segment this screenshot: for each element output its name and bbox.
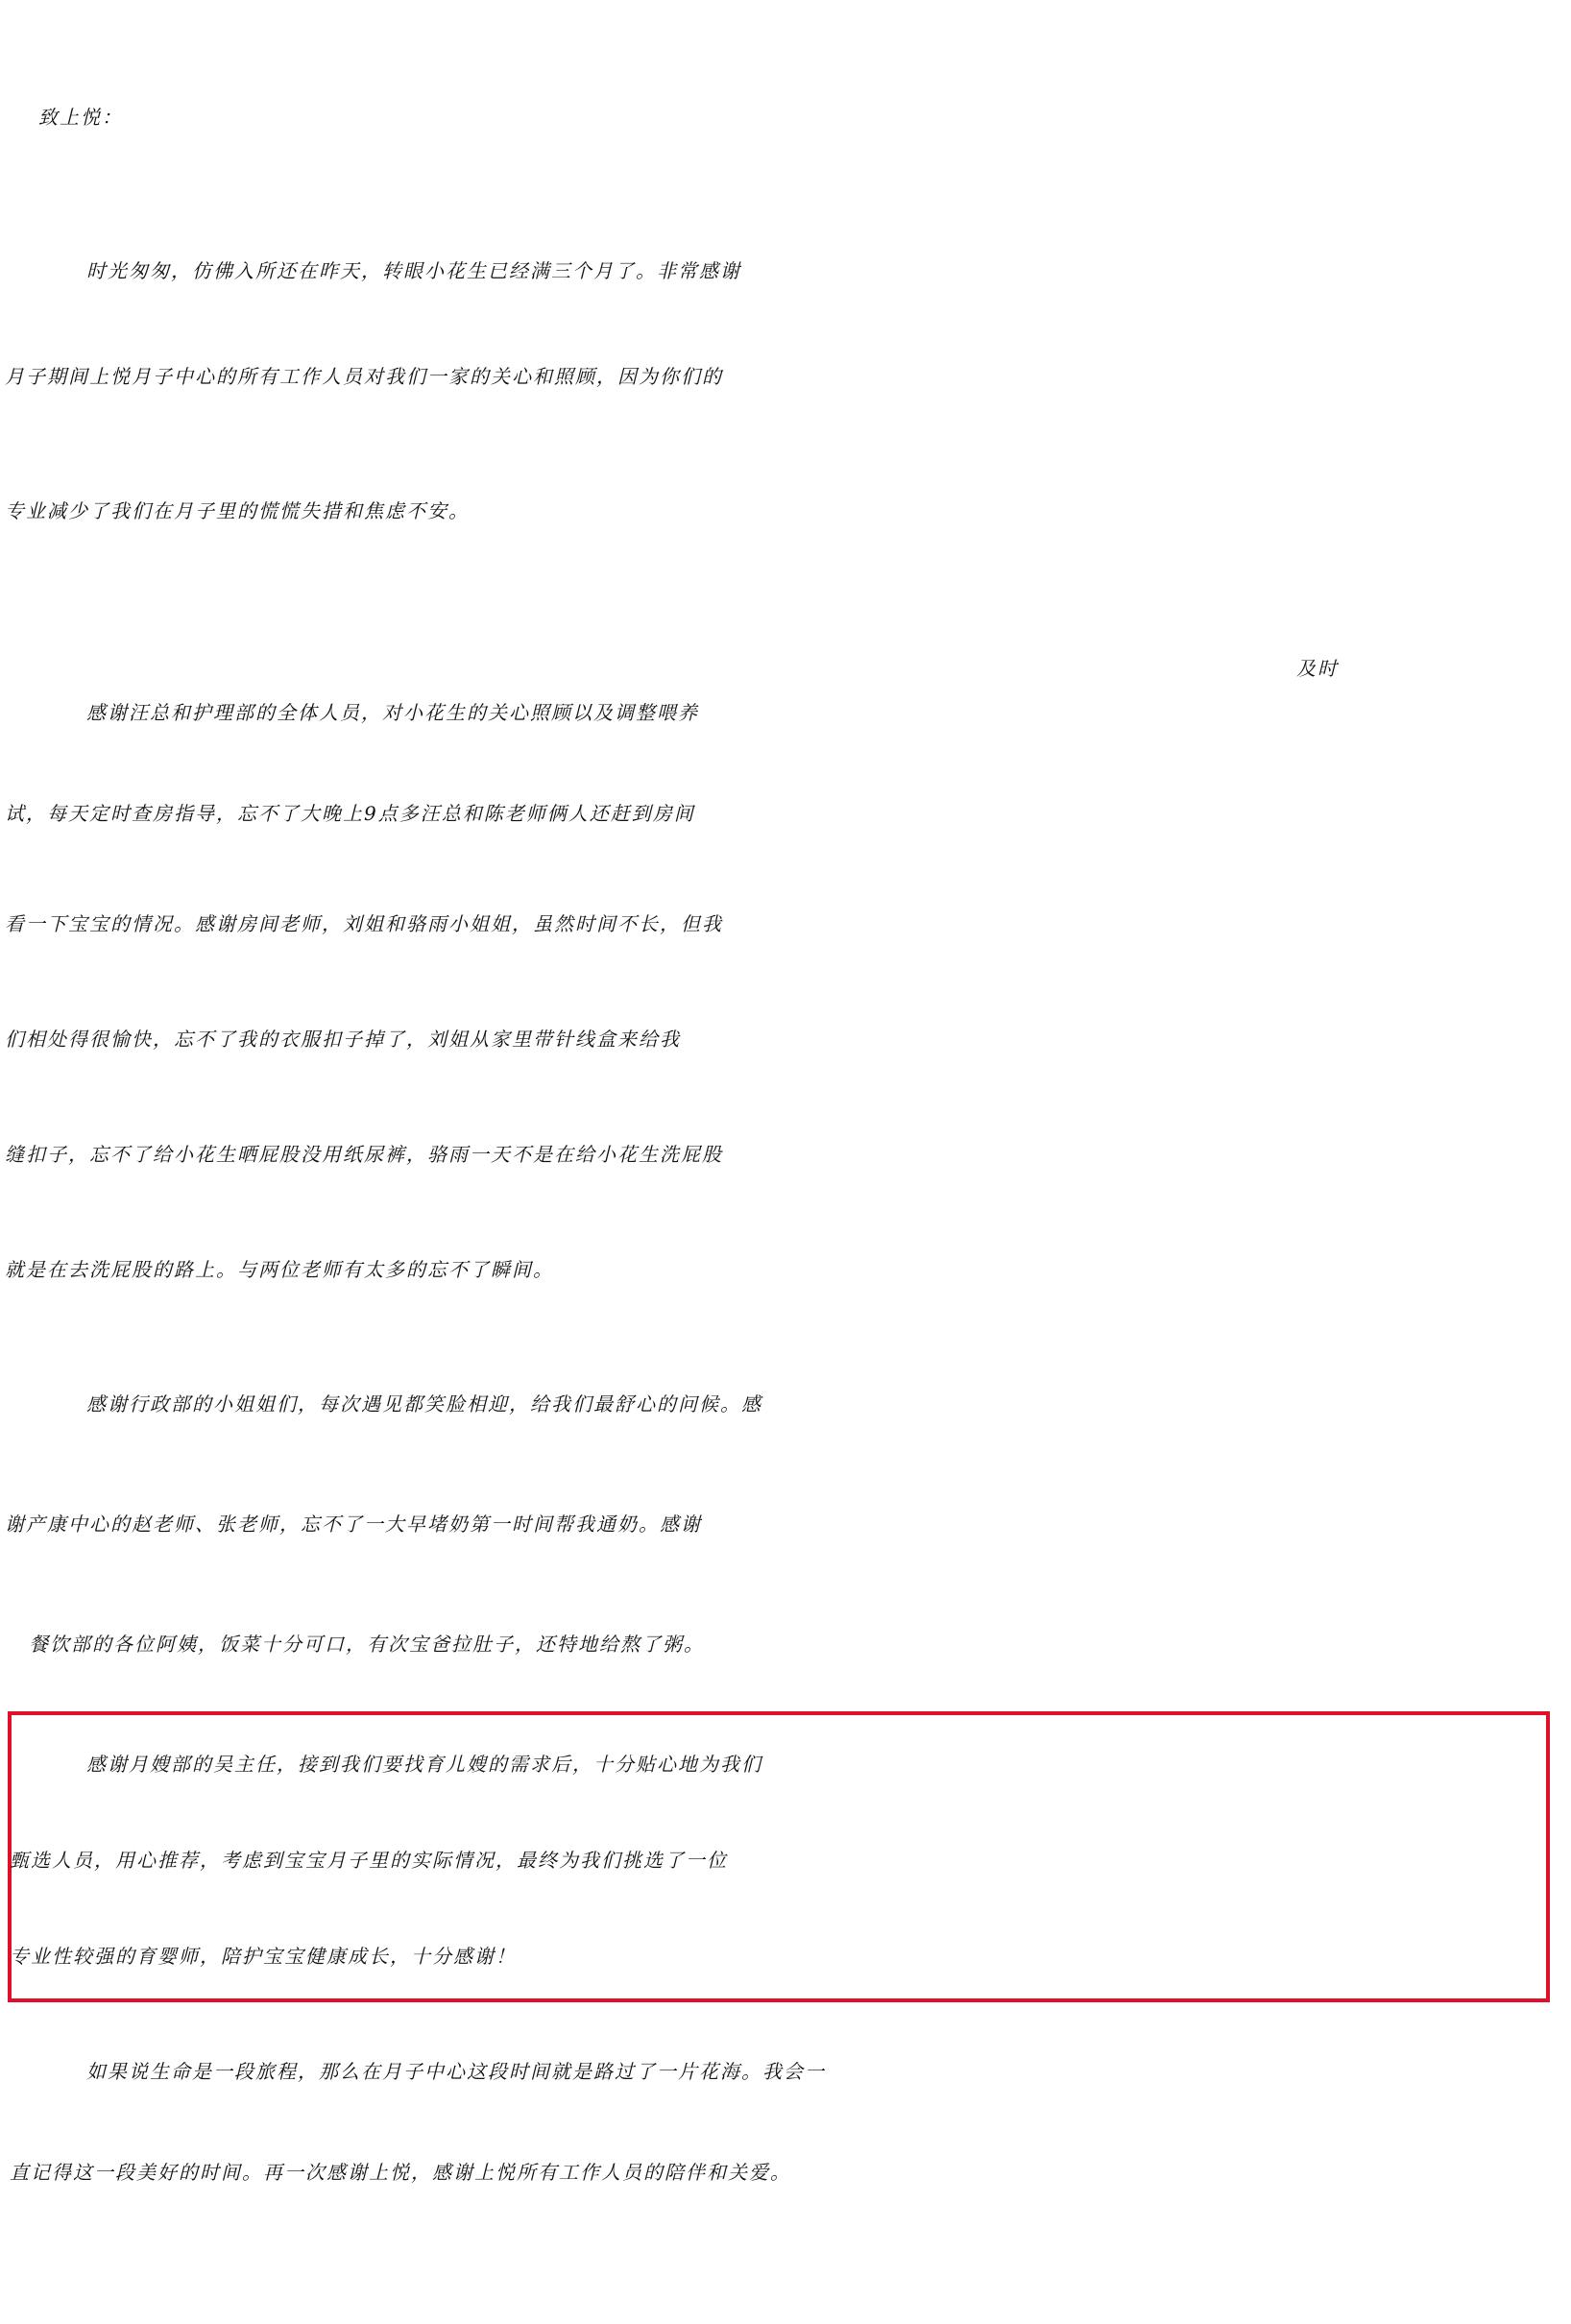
paragraph-4-line-3: 专业性较强的育婴师，陪护宝宝健康成长，十分感谢！ — [10, 1945, 517, 1968]
paragraph-3-line-2: 谢产康中心的赵老师、张老师，忘不了一大早堵奶第一时间帮我通奶。感谢 — [5, 1513, 702, 1536]
paragraph-4-line-1: 感谢月嫂部的吴主任，接到我们要找育儿嫂的需求后，十分贴心地为我们 — [86, 1753, 762, 1776]
paragraph-3-line-3: 餐饮部的各位阿姨，饭菜十分可口，有次宝爸拉肚子，还特地给熬了粥。 — [29, 1633, 705, 1656]
paragraph-3-line-1: 感谢行政部的小姐姐们，每次遇见都笑脸相迎，给我们最舒心的问候。感 — [86, 1392, 762, 1416]
paragraph-2-line-4: 们相处得很愉快，忘不了我的衣服扣子掉了，刘姐从家里带针线盒来给我 — [5, 1028, 681, 1051]
annotation-superscript: 及时 — [1296, 657, 1339, 680]
paragraph-2-line-3: 看一下宝宝的情况。感谢房间老师，刘姐和骆雨小姐姐，虽然时间不长，但我 — [5, 912, 723, 935]
paragraph-1-line-1: 时光匆匆，仿佛入所还在昨天，转眼小花生已经满三个月了。非常感谢 — [86, 259, 741, 282]
paragraph-2-line-2: 试，每天定时查房指导，忘不了大晚上9点多汪总和陈老师俩人还赶到房间 — [5, 802, 695, 825]
paragraph-4-line-2: 甄选人员，用心推荐，考虑到宝宝月子里的实际情况，最终为我们挑选了一位 — [10, 1849, 728, 1872]
paragraph-2-line-6: 就是在去洗屁股的路上。与两位老师有太多的忘不了瞬间。 — [5, 1258, 554, 1281]
salutation: 致上悦： — [38, 106, 123, 129]
paragraph-2-line-5: 缝扣子，忘不了给小花生晒屁股没用纸尿裤，骆雨一天不是在给小花生洗屁股 — [5, 1143, 723, 1166]
paragraph-1-line-2: 月子期间上悦月子中心的所有工作人员对我们一家的关心和照顾，因为你们的 — [5, 365, 723, 388]
paragraph-2-line-1: 感谢汪总和护理部的全体人员，对小花生的关心照顾以及调整喂养 — [86, 701, 699, 724]
paragraph-1-line-3: 专业减少了我们在月子里的慌慌失措和焦虑不安。 — [5, 499, 470, 522]
paragraph-5-line-1: 如果说生命是一段旅程，那么在月子中心这段时间就是路过了一片花海。我会一 — [86, 2060, 826, 2083]
paragraph-5-line-2: 直记得这一段美好的时间。再一次感谢上悦，感谢上悦所有工作人员的陪伴和关爱。 — [10, 2161, 791, 2184]
